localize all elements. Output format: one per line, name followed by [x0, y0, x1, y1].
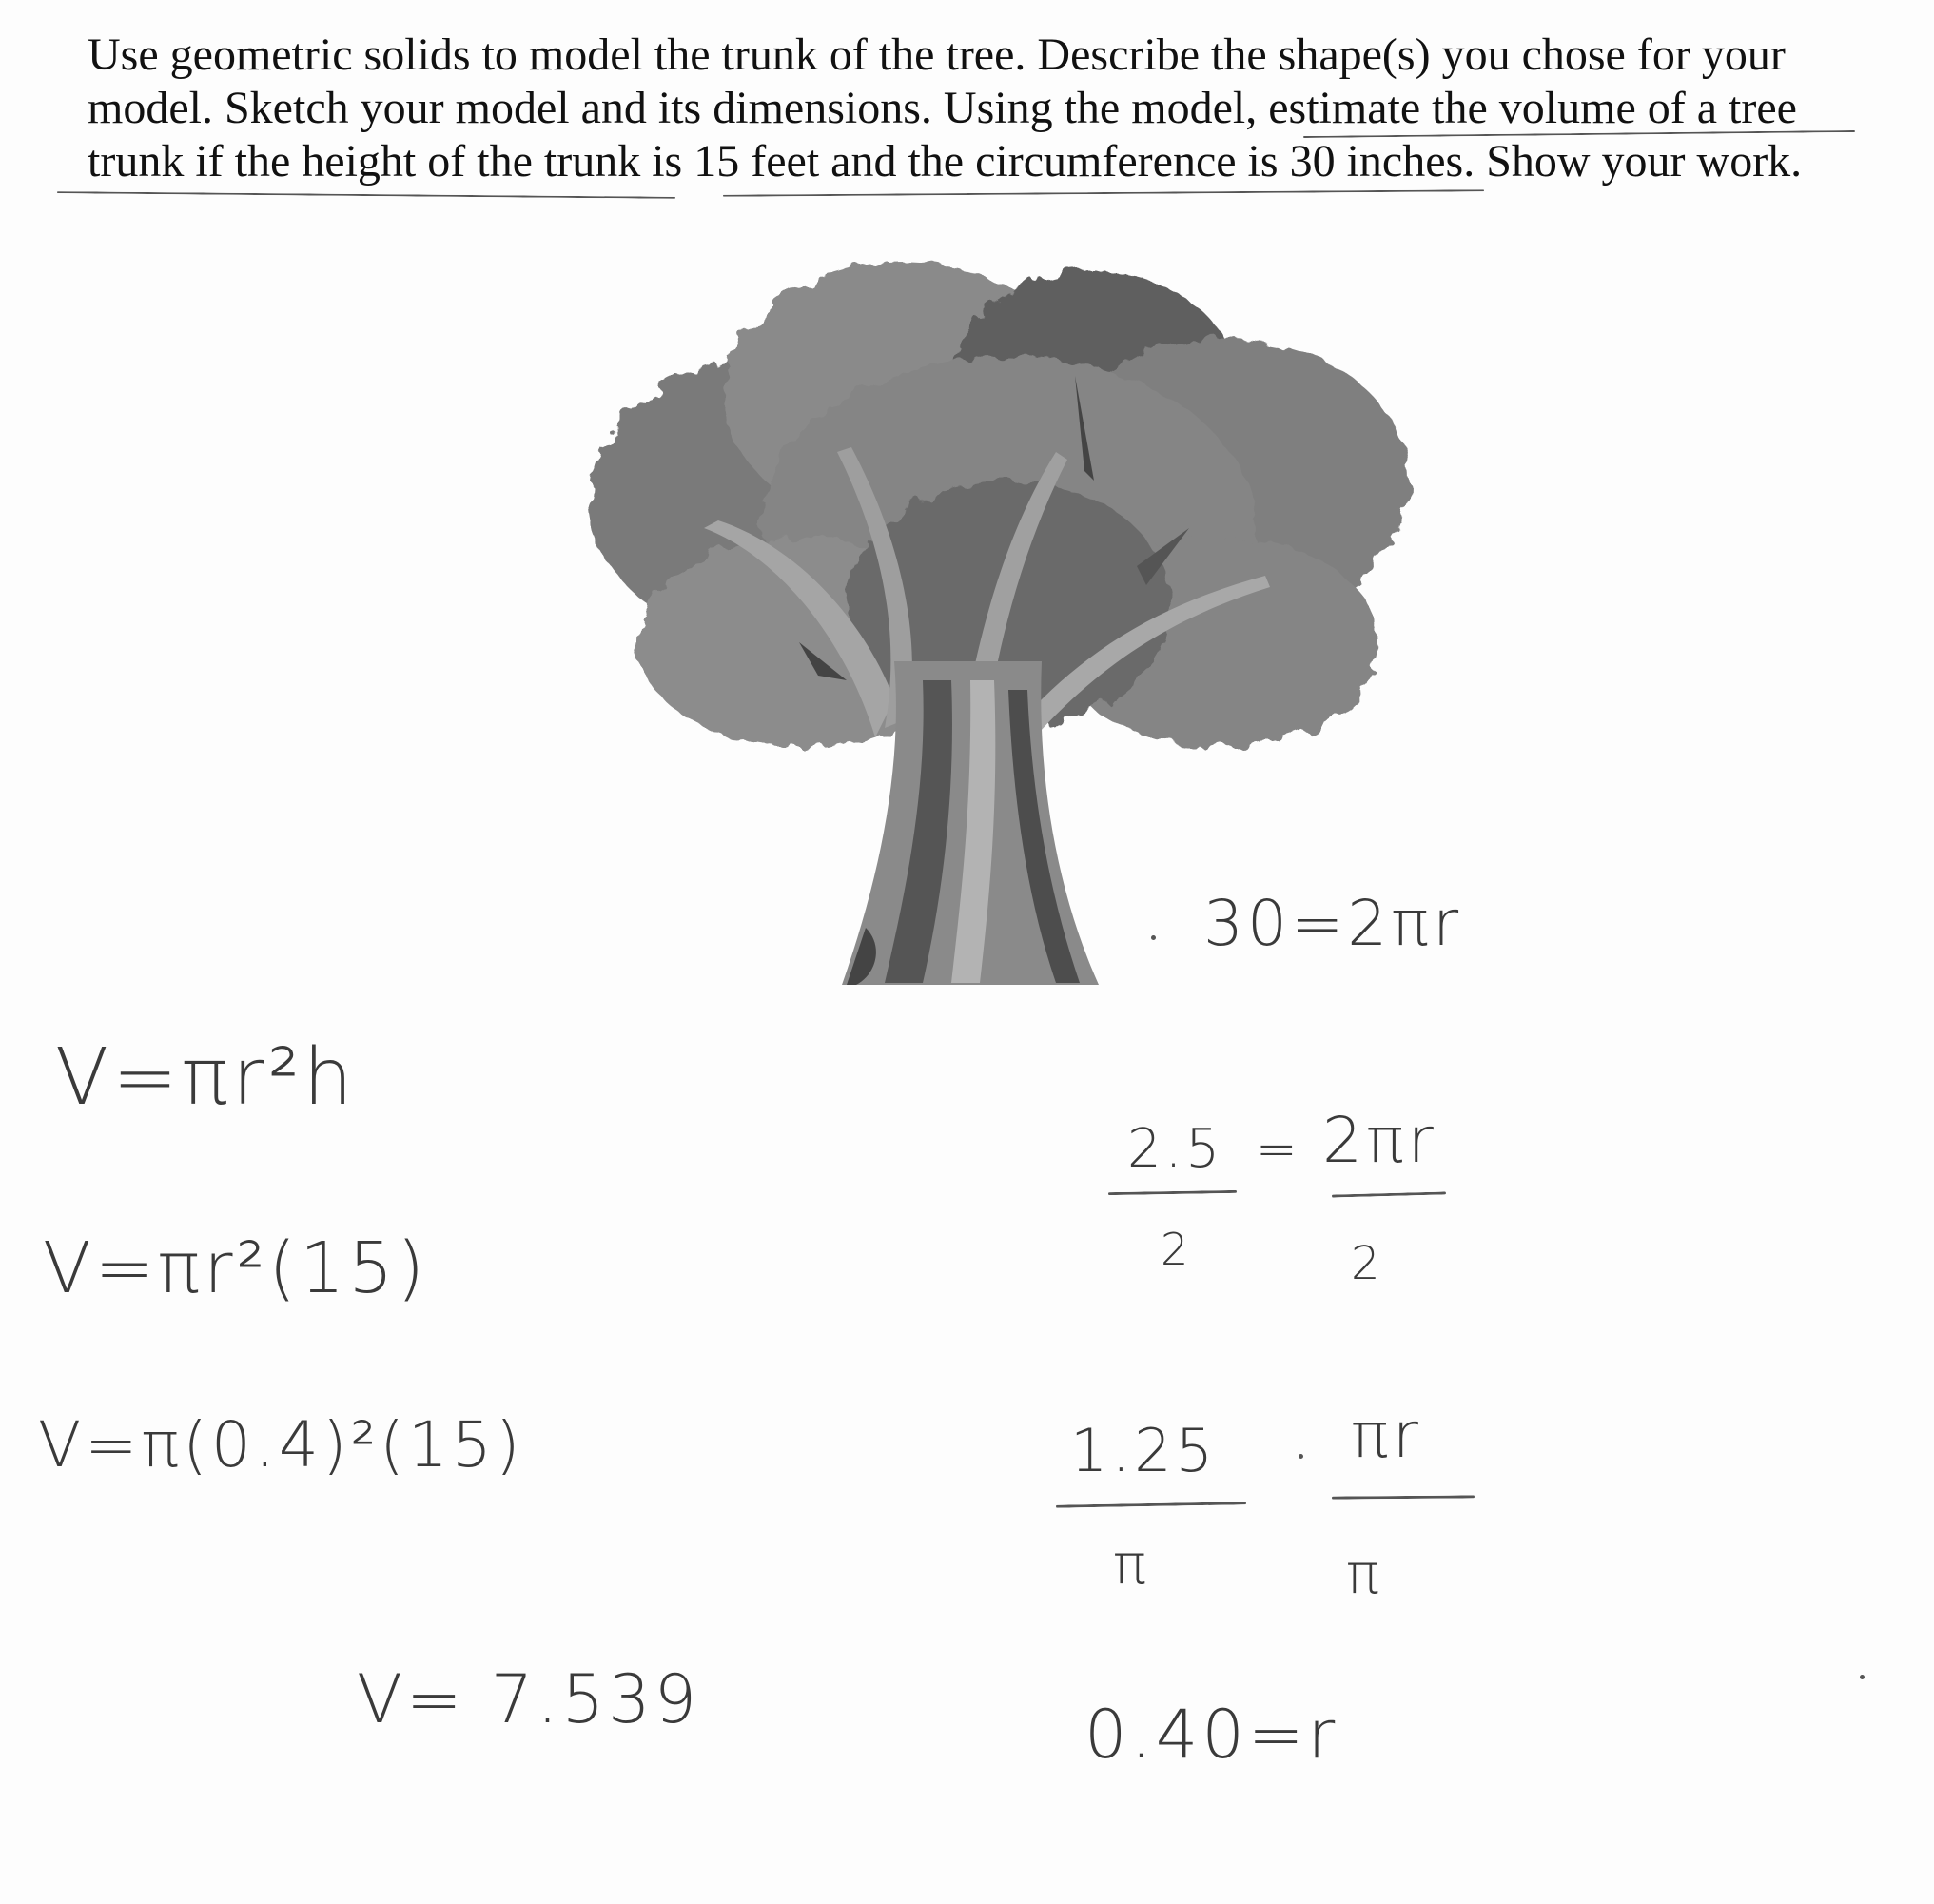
underline-trunk-height-right — [723, 189, 1484, 197]
eq2-left-denominator: 2 — [1161, 1224, 1193, 1275]
volume-substitute-radius: V=π(0.4)²(15) — [38, 1408, 524, 1482]
volume-substitute-height: V=πr²(15) — [43, 1227, 429, 1309]
circumference-equation: 30=2πr — [1203, 887, 1463, 960]
eq3-left-fraction-bar — [1056, 1502, 1246, 1507]
volume-formula: V=πr²h — [55, 1032, 357, 1123]
volume-answer: V= 7.539 — [357, 1660, 701, 1738]
eq2-right-fraction-bar — [1332, 1191, 1446, 1197]
margin-dot — [1860, 1675, 1865, 1679]
radius-result: 0.40=r — [1084, 1696, 1339, 1774]
question-line-1: Use geometric solids to model the trunk of the tree. Describe the shape(s) you chose for your — [88, 29, 1786, 80]
tree-illustration — [561, 243, 1455, 994]
eq2-right-numerator: 2πr — [1322, 1104, 1437, 1177]
eq3-dot — [1299, 1454, 1303, 1459]
eq3-right-numerator: πr — [1351, 1399, 1422, 1472]
eq3-right-denominator: π — [1346, 1541, 1383, 1606]
eq3-left-numerator: 1.25 — [1070, 1416, 1218, 1485]
eq2-equals: = — [1256, 1121, 1301, 1178]
eq2-left-fraction-bar — [1108, 1190, 1237, 1195]
question-prompt — [88, 29, 1895, 188]
eq2-left-numerator: 2.5 — [1127, 1118, 1224, 1180]
eq3-left-denominator: π — [1113, 1532, 1150, 1597]
question-line-2: model. Sketch your model and its dimensions. Using the model, estimate the volume of a tree — [88, 83, 1797, 133]
eq2-right-denominator: 2 — [1351, 1237, 1384, 1290]
eq3-right-fraction-bar — [1332, 1495, 1475, 1499]
question-line-3: trunk if the height of the trunk is 15 feet and the circumference is 30 inches. Show your work. — [88, 136, 1803, 186]
stray-dot — [1151, 935, 1156, 940]
underline-trunk-height-left — [57, 191, 675, 199]
